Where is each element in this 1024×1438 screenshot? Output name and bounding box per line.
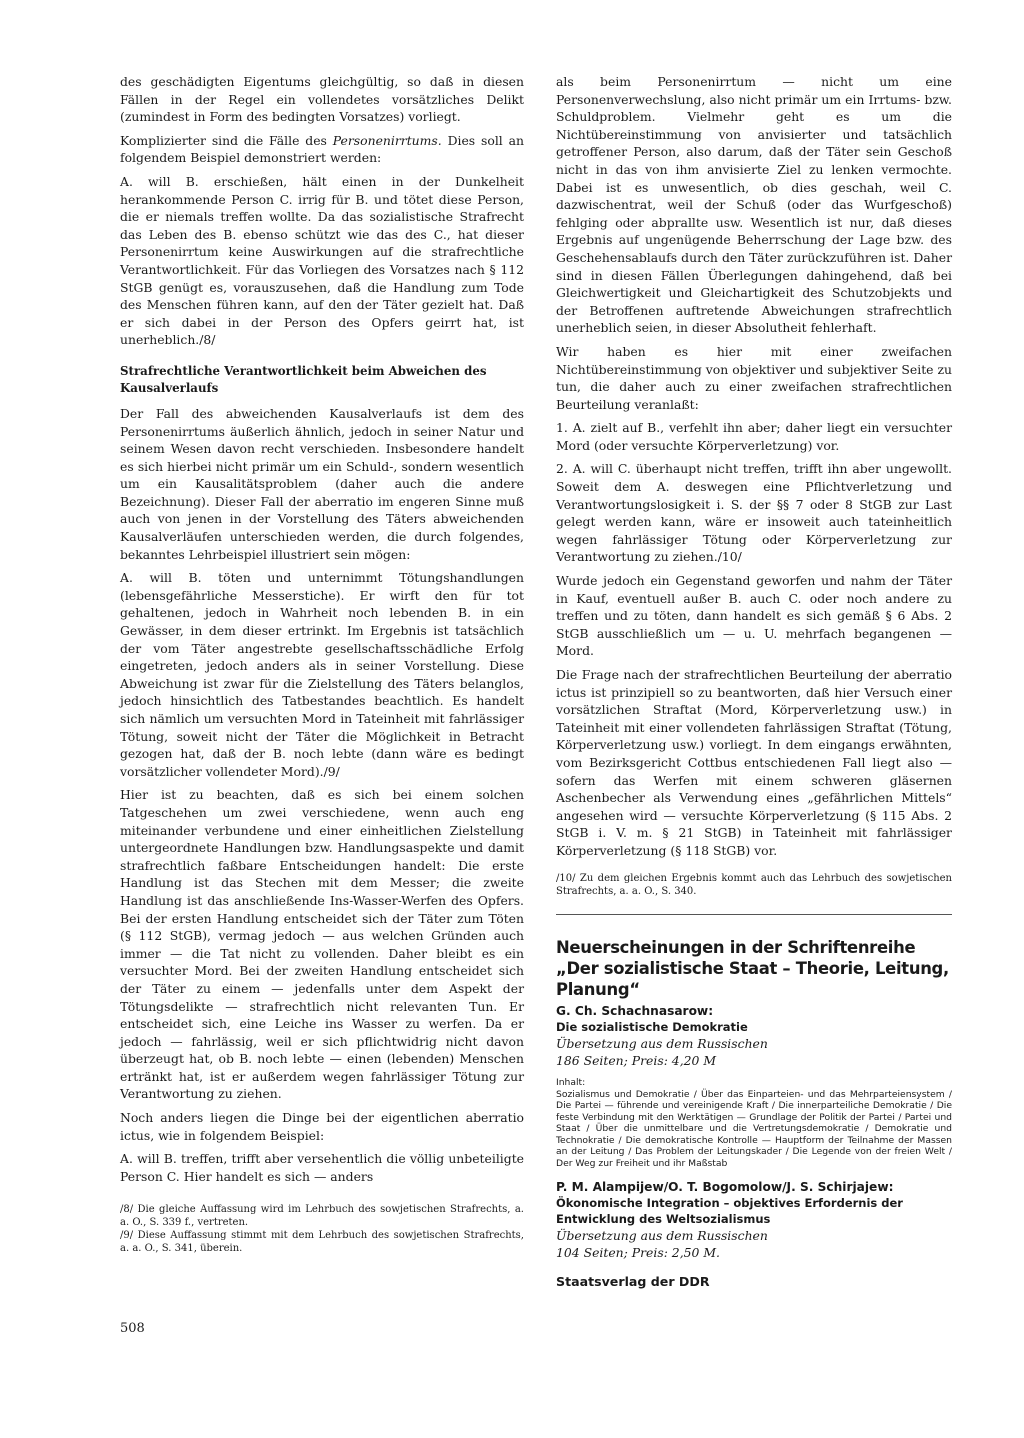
footnote: /8/ Die gleiche Auffassung wird im Lehrbuch des sowjetischen Strafrechts, a. a. O., S. 339 f., vertreten.	[120, 1204, 524, 1229]
book-translation-note: Übersetzung aus dem Russischen	[556, 1228, 768, 1244]
advertisement-title: Neuerscheinungen in der Schriftenreihe „Der sozialistische Staat – Theorie, Leitung, Planung“	[556, 937, 949, 999]
paragraph: Der Fall des abweichenden Kausalverlaufs ist dem des Personenirrtums äußerlich ähnlich, jedoch in seiner Natur und seinem Wesen davon recht verschieden. Insbesondere handelt es sich hierbei nicht primär um ein Schuld-, sondern wesentlich um ein Kausalitätsproblem (daher auch die andere Bezeichnung). Dieser Fall der aberratio im engeren Sinne muß auch von jenen in der Vorstellung des Täters abweichenden Kausalverläufen unterschieden werden, die durch folgendes, bekanntes Lehrbeispiel illustriert sein mögen:	[120, 405, 524, 562]
emphasis-text: Personenirrtums.	[332, 132, 442, 148]
publisher-name: Staatsverlag der DDR	[556, 1274, 710, 1290]
contents-label: Inhalt:	[556, 1076, 586, 1088]
paragraph: A. will B. treffen, trifft aber versehentlich die völlig unbeteiligte Person C. Hier handelt es sich — anders	[120, 1151, 524, 1184]
book-contents: Sozialismus und Demokratie / Über das Einparteien- und das Mehrparteiensystem / Die Partei — führende und vereinigende Kraft / Die innerparteiliche Demokratie / Die feste Verbindung mit den Werktätigen — Grundlage der Politik der Partei / Partei und Staat / Über die unmittelbare und die Vertretungsdemokratie / Demokratie und Technokratie / Die demokratische Kontrolle — Hauptform der Teilnahme der Massen an der Leitung / Das Problem der Leitungskader / Die Legende von der freien Welt / Der Weg zur Freiheit und ihr Maßstab	[556, 1088, 952, 1169]
left-column	[120, 73, 524, 1255]
section-heading: Strafrechtliche Verantwortlichkeit beim Abweichen des Kausalverlaufs	[120, 363, 487, 395]
book-author: G. Ch. Schachnasarow:	[556, 1003, 714, 1018]
paragraph-text: Komplizierter sind die Fälle des	[120, 132, 333, 148]
book-title: Ökonomische Integration – objektives Erfordernis der Entwicklung des Weltsozialismus	[556, 1196, 903, 1227]
paragraph: Hier ist zu beachten, daß es sich bei einem solchen Tatgeschehen um zwei verschiedene, wenn auch eng miteinander verbundene und einer einheitlichen Zielstellung untergeordnete Handlungen bzw. Handlungsaspekte und damit strafrechtlich faßbare Entscheidungen handelt: Die erste Handlung ist das Stechen mit dem Messer; die zweite Handlung ist das anschließende Ins-Wasser-Werfen des Opfers. Bei der ersten Handlung entscheidet sich der Täter zum Töten (§ 112 StGB), vermag jedoch — aus welchen Gründen auch immer — die Tat nicht zu vollenden. Daher bleibt es ein versuchter Mord. Bei der zweiten Handlung entscheidet sich der Täter zu einem — jedenfalls unter dem Aspekt der Tötungsdelikte — strafrechtlich nicht relevanten Tun. Er entscheidet sich, eine Leiche ins Wasser zu werfen. Da er jedoch — fahrlässig, weil er sich pflichtwidrig nicht davon überzeugt hat, ob B. noch lebte — einen (lebenden) Menschen ertränkt hat, ist er außerdem wegen fahrlässiger Tötung zur Verantwortung zu ziehen.	[120, 787, 524, 1102]
paragraph: Die Frage nach der strafrechtlichen Beurteilung der aberratio ictus ist prinzipiell so zu beantworten, daß hier Versuch einer vorsätzlichen Straftat (Mord, Körperverletzung usw.) in Tateinheit mit einer vollendeten fahrlässigen Straftat (Tötung, Körperverletzung usw.) vorliegt. In dem eingangs erwähnten, vom Bezirksgericht Cottbus entschiedenen Fall liegt also — sofern das Werfen mit einem schweren gläsernen Aschenbecher als Verwendung eines „gefährlichen Mittels“ angesehen wird — versuchte Körperverletzung (§ 115 Abs. 2 StGB i. V. m. § 21 StGB) in Tateinheit mit fahrlässiger Körperverletzung (§ 118 StGB) vor.	[556, 667, 952, 858]
divider	[556, 914, 952, 915]
book-author: P. M. Alampijew/O. T. Bogomolow/J. S. Schirjajew:	[556, 1180, 894, 1195]
paragraph	[120, 132, 524, 167]
paragraph: 1. A. zielt auf B., verfehlt ihn aber; daher liegt ein versuchter Mord (oder versuchte Körperverletzung) vor.	[556, 420, 952, 453]
footnote: /10/ Zu dem gleichen Ergebnis kommt auch das Lehrbuch des sowjetischen Strafrechts, a. a. O., S. 340.	[556, 872, 952, 897]
paragraph: als beim Personenirrtum — nicht um eine Personenverwechslung, also nicht primär um ein Irrtums- bzw. Schuldproblem. Vielmehr geht es um die Nichtübereinstimmung von anvisierter und tatsächlich getroffener Person, also darum, daß der Täter sein Geschoß nicht in das von ihm anvisierte Ziel zu lenken vermochte. Dabei ist es unwesentlich, ob dies geschah, weil C. dazwischentrat, weil der Schuß (oder das Wurfgeschoß) fehlging oder abprallte usw. Wesentlich ist nur, daß dieses Ergebnis auf ungenügende Beherrschung der Lage bzw. des Geschehensablaufs durch den Täter zurückzuführen ist. Daher sind in diesen Fällen Überlegungen dahingehend, daß bei Gleichwertigkeit und Gleichartigkeit des Schutzobjekts und der Betroffenen auftretende Abweichungen strafrechtlich unerheblich seien, in dieser Absolutheit fehlerhaft.	[556, 74, 952, 336]
paragraph: des geschädigten Eigentums gleichgültig, so daß in diesen Fällen in der Regel ein vollendetes vorsätzliches Delikt (zumindest in Form des bedingten Vorsatzes) vorliegt.	[120, 74, 524, 125]
paragraph: Noch anders liegen die Dinge bei der eigentlichen aberratio ictus, wie in folgendem Beispiel:	[120, 1110, 524, 1143]
page-number: 508	[120, 1321, 145, 1336]
book-pages-price: 104 Seiten; Preis: 2,50 M.	[556, 1245, 720, 1261]
right-column	[556, 73, 952, 1290]
book-title: Die sozialistische Demokratie	[556, 1019, 748, 1034]
paragraph: Wurde jedoch ein Gegenstand geworfen und nahm der Täter in Kauf, eventuell außer B. auch C. oder noch andere zu treffen und zu töten, dann handelt es sich gemäß § 6 Abs. 2 StGB ausschließlich um — u. U. mehrfach begangenen — Mord.	[556, 573, 952, 659]
paragraph: 2. A. will C. überhaupt nicht treffen, trifft ihn aber ungewollt. Soweit dem A. deswegen eine Pflichtverletzung und Verantwortungslosigkeit i. S. der §§ 7 oder 8 StGB zur Last gelegt werden kann, wäre er insoweit auch tateinheitlich wegen fahrlässiger Tötung oder Körperverletzung zur Verantwortung zu ziehen./10/	[556, 461, 952, 565]
book-translation-note: Übersetzung aus dem Russischen	[556, 1035, 768, 1051]
paragraph-text: Dies soll an folgendem Beispiel demonstriert werden:	[120, 132, 524, 166]
publication-advertisement	[556, 937, 952, 1291]
paragraph: Wir haben es hier mit einer zweifachen Nichtübereinstimmung von objektiver und subjektiver Seite zu tun, die daher auch zu einer zweifachen strafrechtlichen Beurteilung veranlaßt:	[556, 343, 952, 412]
paragraph: A. will B. töten und unternimmt Tötungshandlungen (lebensgefährliche Messerstiche). Er wirft den für tot gehaltenen, jedoch in Wahrheit noch lebenden B. in ein Gewässer, in dem dieser ertrinkt. Im Ergebnis ist tatsächlich der vom Täter angestrebte gesellschaftsschädliche Erfolg eingetreten, jedoch anders als in seiner Vorstellung. Diese Abweichung ist zwar für die Zielstellung des Täters belanglos, jedoch hinsichtlich des Tatbestandes beachtlich. Es handelt sich nämlich um versuchten Mord in Tateinheit mit fahrlässiger Tötung, soweit nicht der Täter die Möglichkeit in Betracht gezogen hat, daß der B. noch lebte (dann wäre es bedingt vorsätzlicher vollendeter Mord)./9/	[120, 570, 524, 779]
footnote: /9/ Diese Auffassung stimmt mit dem Lehrbuch des sowjetischen Strafrechts, a. a. O., S. 341, überein.	[120, 1230, 524, 1255]
footnotes	[120, 1203, 524, 1255]
paragraph: A. will B. erschießen, hält einen in der Dunkelheit herankommende Person C. irrig für B. und tötet diese Person, die er niemals treffen wollte. Da das sozialistische Strafrecht das Leben des B. ebenso schützt wie das des C., hat dieser Personenirrtum keine Auswirkungen auf die strafrechtliche Verantwortlichkeit. Für das Vorliegen des Vorsatzes nach § 112 StGB genügt es, vorauszusehen, daß die Handlung zum Tode des Menschen führen kann, auf den der Täter gezielt hat. Daß er sich dabei in der Person des Opfers geirrt hat, ist unerheblich./8/	[120, 173, 524, 348]
book-pages-price: 186 Seiten; Preis: 4,20 M	[556, 1052, 717, 1068]
